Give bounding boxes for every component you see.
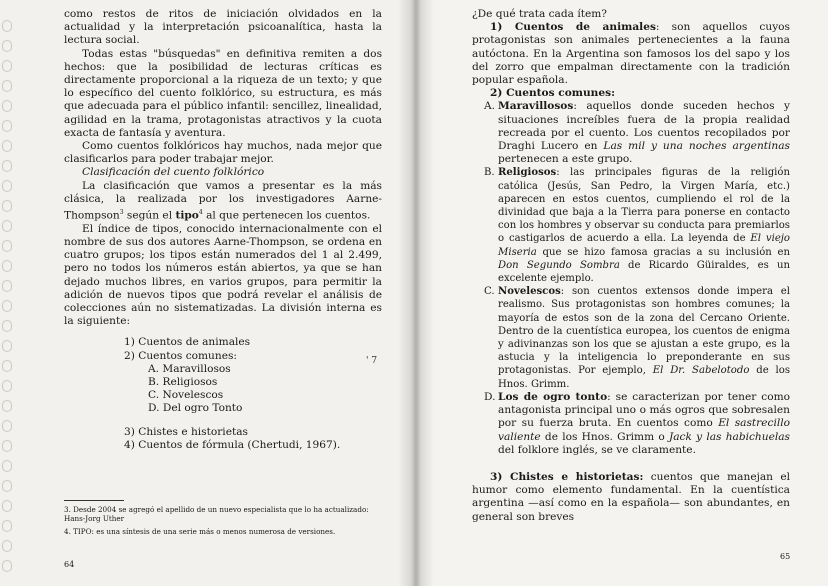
section-chistes: 3) Chistes e historietas: cuentos que manejan el humor como elemento fundamental. En la cuentística argentina —así como en la española— son abundantes, en general son breves [472, 470, 790, 523]
spiral-binding [0, 0, 14, 586]
page-number-left: 64 [64, 560, 75, 569]
item-ogro-tonto: D. Los de ogro tonto: se caracterizan por tener como antagonista principal uno o más ogros que sobresalen por su fuerza bruta. En cuentos como El sastrecillo valiente de los Hnos. Grimm o Jack y las habichuelas del folklore inglés, se ve claramente. [484, 390, 790, 456]
item-maravillosos: A. Maravillosos: aquellos donde suceden hechos y situaciones increíbles fuera de la propia realidad recreada por el cuento. Los cuentos recopilados por Draghi Lucero en Las mil y una noches argentinas pertenecen a este grupo. [484, 100, 790, 166]
page-number-right: 65 [780, 552, 791, 561]
gutter-shadow [398, 0, 434, 586]
list-subitem: A. Maravillosos [148, 362, 231, 375]
list-subitem: B. Religiosos [148, 376, 218, 389]
paragraph-continuation: como restos de ritos de iniciación olvidados en la actualidad y la interpretación psicoanalítica, hasta la lectura social. [64, 8, 382, 47]
item-religiosos: B. Religiosos: las principales figuras de la religión católica (Jesús, San Pedro, la Virgen María, etc.) aparecen en estos cuentos, cumpliendo el rol de la divinidad que baja a la Tierra para ponerse en contacto con los hombres y observar su conducta para premiarlos o castigarlos de acuerdo a ella. La leyenda de El viejo Miseria que se hizo famosa gracias a su inclusión en Don Segundo Sombra de Ricardo Güiraldes, es un excelente ejemplo. [484, 167, 790, 285]
footnotes [64, 500, 382, 539]
footnote-rule [64, 500, 124, 501]
list-subitem: D. Del ogro Tonto [148, 402, 243, 415]
list-item: 3) Chistes e historietas [124, 425, 248, 438]
left-page-body [64, 8, 382, 452]
paragraph-clasificacion: La clasificación que vamos a presentar es la más clásica, la realizada por los investigadores Aarne-Thompson$^3$ según el tipo$^4$ al que pertenecen los cuentos. [64, 179, 382, 222]
paragraph-busquedas: Todas estas "búsquedas" en definitiva remiten a dos hechos: que la posibilidad de lecturas críticas es directamente proporcional a la riqueza de un texto; y que lo específico del cuento folklórico, su estructura, es más que adecuada para el público infantil: sencillez, linealidad, agilidad en la trama, protagonistas atractivos y la cuota exacta de fantasía y aventura. [64, 47, 382, 139]
footnote-ref-4: 4 [198, 209, 203, 217]
footnote-ref-3: 3 [119, 209, 124, 217]
question-heading: ¿De qué trata cada ítem? [472, 8, 607, 20]
footnote-4: 4. TIPO: es una síntesis de una serie más o menos numerosa de versiones. [64, 526, 336, 536]
right-page-body [472, 8, 790, 524]
comunes-items [484, 100, 790, 456]
classification-list [124, 336, 382, 452]
section-heading: Clasificación del cuento folklórico [82, 166, 265, 179]
section-comunes-label: 2) Cuentos comunes: [490, 87, 616, 100]
footnote-3: 3. Desde 2004 se agregó el apellido de un nuevo especialista que lo ha actualizado: Hans-Jorg Uther [64, 505, 369, 524]
item-novelescos: C. Novelescos: son cuentos extensos donde impera el realismo. Sus protagonistas son hombres comunes; la mayoría de estos son de la zona del Cercano Oriente. Dentro de la cuentística europea, los cuentos de enigma y adivinanzas son los que se ajustan a este grupo, es la astucia y la inteligencia lo preponderante en sus protagonistas. Por ejemplo, El Dr. Sabelotodo de los Hnos. Grimm. [484, 286, 790, 390]
list-item: 1) Cuentos de animales [124, 336, 251, 349]
paragraph-clasificarlos: Como cuentos folklóricos hay muchos, nada mejor que clasificarlos para poder trabajar mejor. [64, 140, 382, 166]
paragraph-indice: El índice de tipos, conocido internacionalmente con el nombre de sus dos autores Aarne-Thompson, se ordena en cuatro grupos; los tipos están numerados del 1 al 2.499, pero no todos los números están abiertos, ya que se han dejado muchos libres, en varios grupos, para permitir la adición de nuevos tipos que podrá revelar el análisis de colecciones aún no sistematizadas. La división interna es la siguiente: [64, 222, 382, 328]
list-subitem: C. Novelescos [148, 389, 224, 402]
list-item: 4) Cuentos de fórmula (Chertudi, 1967). [124, 438, 341, 451]
list-item: 2) Cuentos comunes: [124, 349, 237, 362]
section-animales: 1) Cuentos de animales: son aquellos cuyos protagonistas son animales pertenecientes a la fauna autóctona. En la Argentina son famosos los del sapo y los del zorro que empalman directamente con la tradición popular española. [472, 21, 790, 87]
margin-mark: ' 7 [366, 356, 378, 366]
